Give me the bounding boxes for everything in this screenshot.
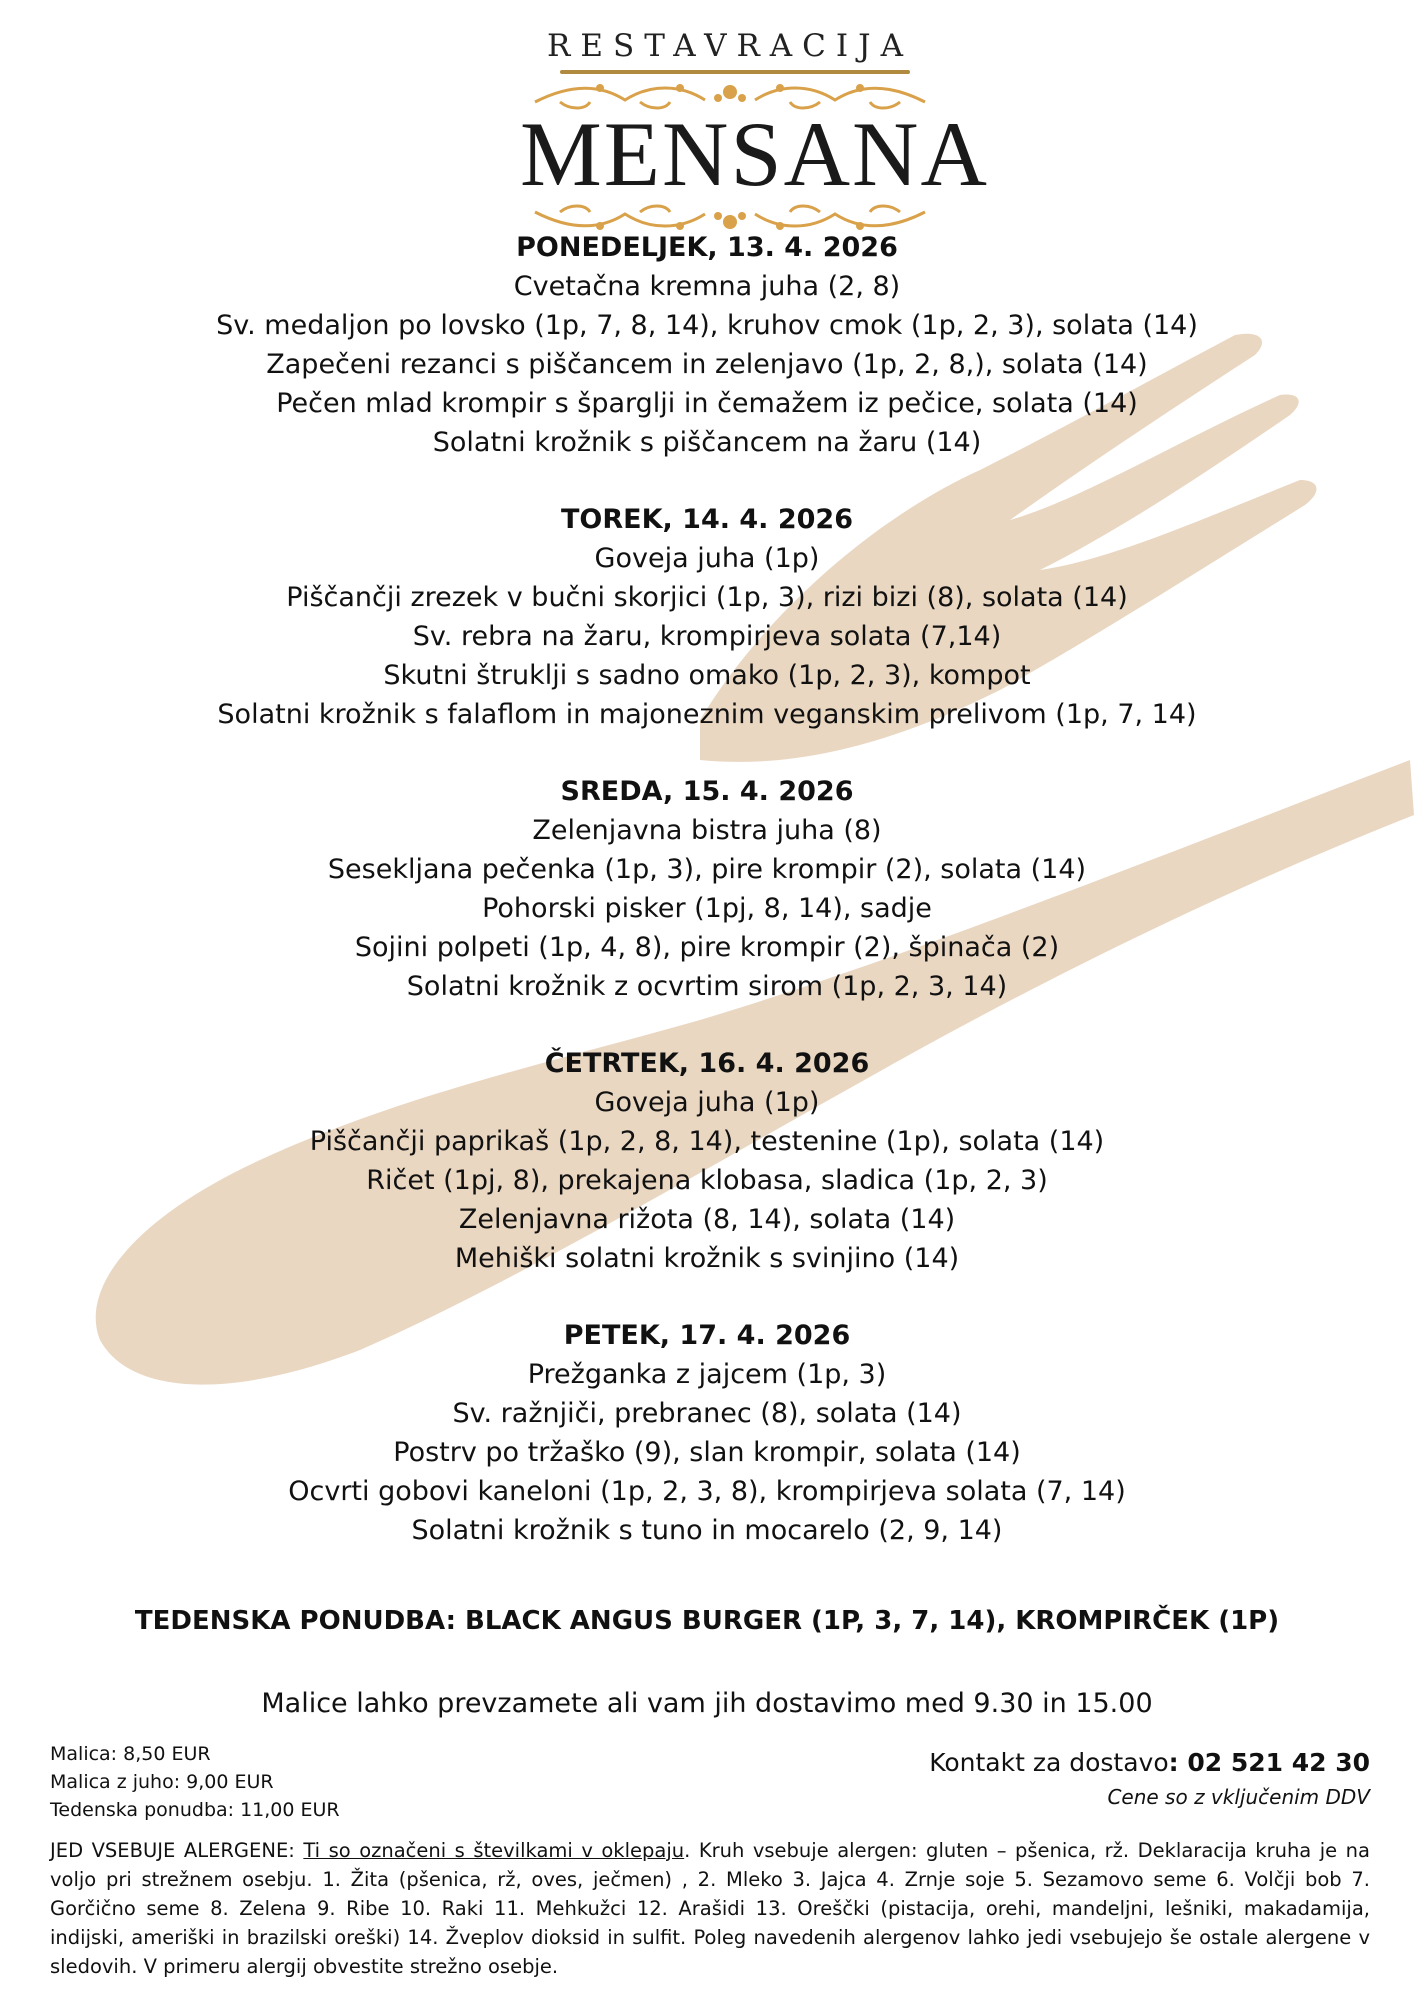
contact-line (929, 1748, 1370, 1777)
day-title: TOREK, 14. 4. 2026 (560, 504, 853, 535)
contact-phone: : 02 521 42 30 (1168, 1748, 1370, 1777)
dish-item: Postrv po tržaško (9), slan krompir, solata (14) (393, 1437, 1021, 1468)
dish-item: Mehiški solatni krožnik s svinjino (14) (454, 1243, 960, 1274)
day-title: PETEK, 17. 4. 2026 (563, 1320, 851, 1351)
dish-item: Goveja juha (1p) (594, 1087, 820, 1118)
price-item: Tedenska ponudba: 11,00 EUR (50, 1799, 340, 1821)
price-list (50, 1740, 340, 1824)
contact-label: Kontakt za dostavo (929, 1748, 1169, 1777)
dish-item: Sv. medaljon po lovsko (1p, 7, 8, 14), kruhov cmok (1p, 2, 3), solata (14) (216, 310, 1198, 341)
dish-item: Cvetačna kremna juha (2, 8) (513, 271, 901, 302)
dish-item: Sv. ražnjiči, prebranec (8), solata (14) (452, 1398, 962, 1429)
day-menu-tuesday (0, 500, 1414, 734)
dish-item: Skutni štruklji s sadno omako (1p, 2, 3), kompot (383, 660, 1031, 691)
dish-item: Piščančji zrezek v bučni skorjici (1p, 3), rizi bizi (8), solata (14) (286, 582, 1128, 613)
day-title: SREDA, 15. 4. 2026 (560, 776, 854, 807)
dish-item: Sesekljana pečenka (1p, 3), pire krompir (2), solata (14) (327, 854, 1087, 885)
allergen-notice (50, 1836, 1370, 1981)
dish-item: Zelenjavna rižota (8, 14), solata (14) (458, 1204, 956, 1235)
dish-item: Goveja juha (1p) (594, 543, 820, 574)
dish-item: Prežganka z jajcem (1p, 3) (527, 1359, 887, 1390)
price-item: Malica: 8,50 EUR (50, 1743, 211, 1765)
dish-item: Pečen mlad krompir s šparglji in čemažem iz pečice, solata (14) (276, 388, 1138, 419)
dish-item: Zapečeni rezanci s piščancem in zelenjavo (1p, 2, 8,), solata (14) (266, 349, 1148, 380)
allergen-underlined-note: Ti so označeni s številkami v oklepaju (303, 1839, 685, 1862)
dish-item: Solatni krožnik s tuno in mocarelo (2, 9, 14) (411, 1515, 1003, 1546)
dish-item: Piščančji paprikaš (1p, 2, 8, 14), testenine (1p), solata (14) (309, 1126, 1105, 1157)
weekly-menu (0, 228, 1414, 1588)
dish-item: Solatni krožnik z ocvrtim sirom (1p, 2, 3, 14) (406, 971, 1008, 1002)
dish-item: Sojini polpeti (1p, 4, 8), pire krompir (2), špinača (2) (354, 932, 1060, 963)
pickup-delivery-note: Malice lahko prevzamete ali vam jih dostavimo med 9.30 in 15.00 (261, 1688, 1153, 1719)
dish-item: Solatni krožnik s falaflom in majoneznim veganskim prelivom (1p, 7, 14) (217, 699, 1197, 730)
allergen-intro: JED VSEBUJE ALERGENE: (50, 1839, 304, 1862)
dish-item: Sv. rebra na žaru, krompirjeva solata (7,14) (412, 621, 1002, 652)
day-menu-monday (0, 228, 1414, 462)
day-title: PONEDELJEK, 13. 4. 2026 (516, 232, 898, 263)
vat-note: Cene so z vključenim DDV (1107, 1785, 1370, 1809)
day-title: ČETRTEK, 16. 4. 2026 (544, 1048, 870, 1079)
allergen-details: . Kruh vsebuje alergen: gluten – pšenica, rž. Deklaracija kruha je na voljo pri strežnem osebju. 1. Žita (pšenica, rž, oves, ječmen) , 2. Mleko 3. Jajca 4. Zrnje soje 5. Sezamovo seme 6. Volčji bob 7. Gorčično seme 8. Zelena 9. Ribe 10. Raki 11. Mehkužci 12. Arašidi 13. Oreščki (pistacija, orehi, mandeljni, lešniki, makadamija, indijski, ameriški in brazilski oreški) 14. Žveplov dioksid in sulfit. Poleg navedenih alergenov lahko jedi vsebujejo še ostale alergene v sledovih. V primeru alergij obvestite strežno osebje. (50, 1839, 1370, 1978)
logo-restavracija-text: RESTAVRACIJA (547, 28, 913, 64)
day-menu-thursday (0, 1044, 1414, 1278)
dish-item: Pohorski pisker (1pj, 8, 14), sadje (482, 893, 932, 924)
dish-item: Zelenjavna bistra juha (8) (532, 815, 882, 846)
restaurant-logo (520, 28, 989, 218)
dish-item: Ocvrti gobovi kaneloni (1p, 2, 3, 8), krompirjeva solata (7, 14) (288, 1476, 1126, 1507)
logo-mensana-text: MENSANA (520, 103, 989, 205)
dish-item: Solatni krožnik s piščancem na žaru (14) (432, 427, 982, 458)
delivery-contact (929, 1748, 1370, 1809)
day-menu-friday (0, 1316, 1414, 1550)
dish-item: Ričet (1pj, 8), prekajena klobasa, sladica (1p, 2, 3) (366, 1165, 1048, 1196)
day-menu-wednesday (0, 772, 1414, 1006)
weekly-offer: TEDENSKA PONUDBA: BLACK ANGUS BURGER (1P, 3, 7, 14), KROMPIRČEK (1P) (134, 1606, 1280, 1636)
price-item: Malica z juho: 9,00 EUR (50, 1771, 274, 1793)
